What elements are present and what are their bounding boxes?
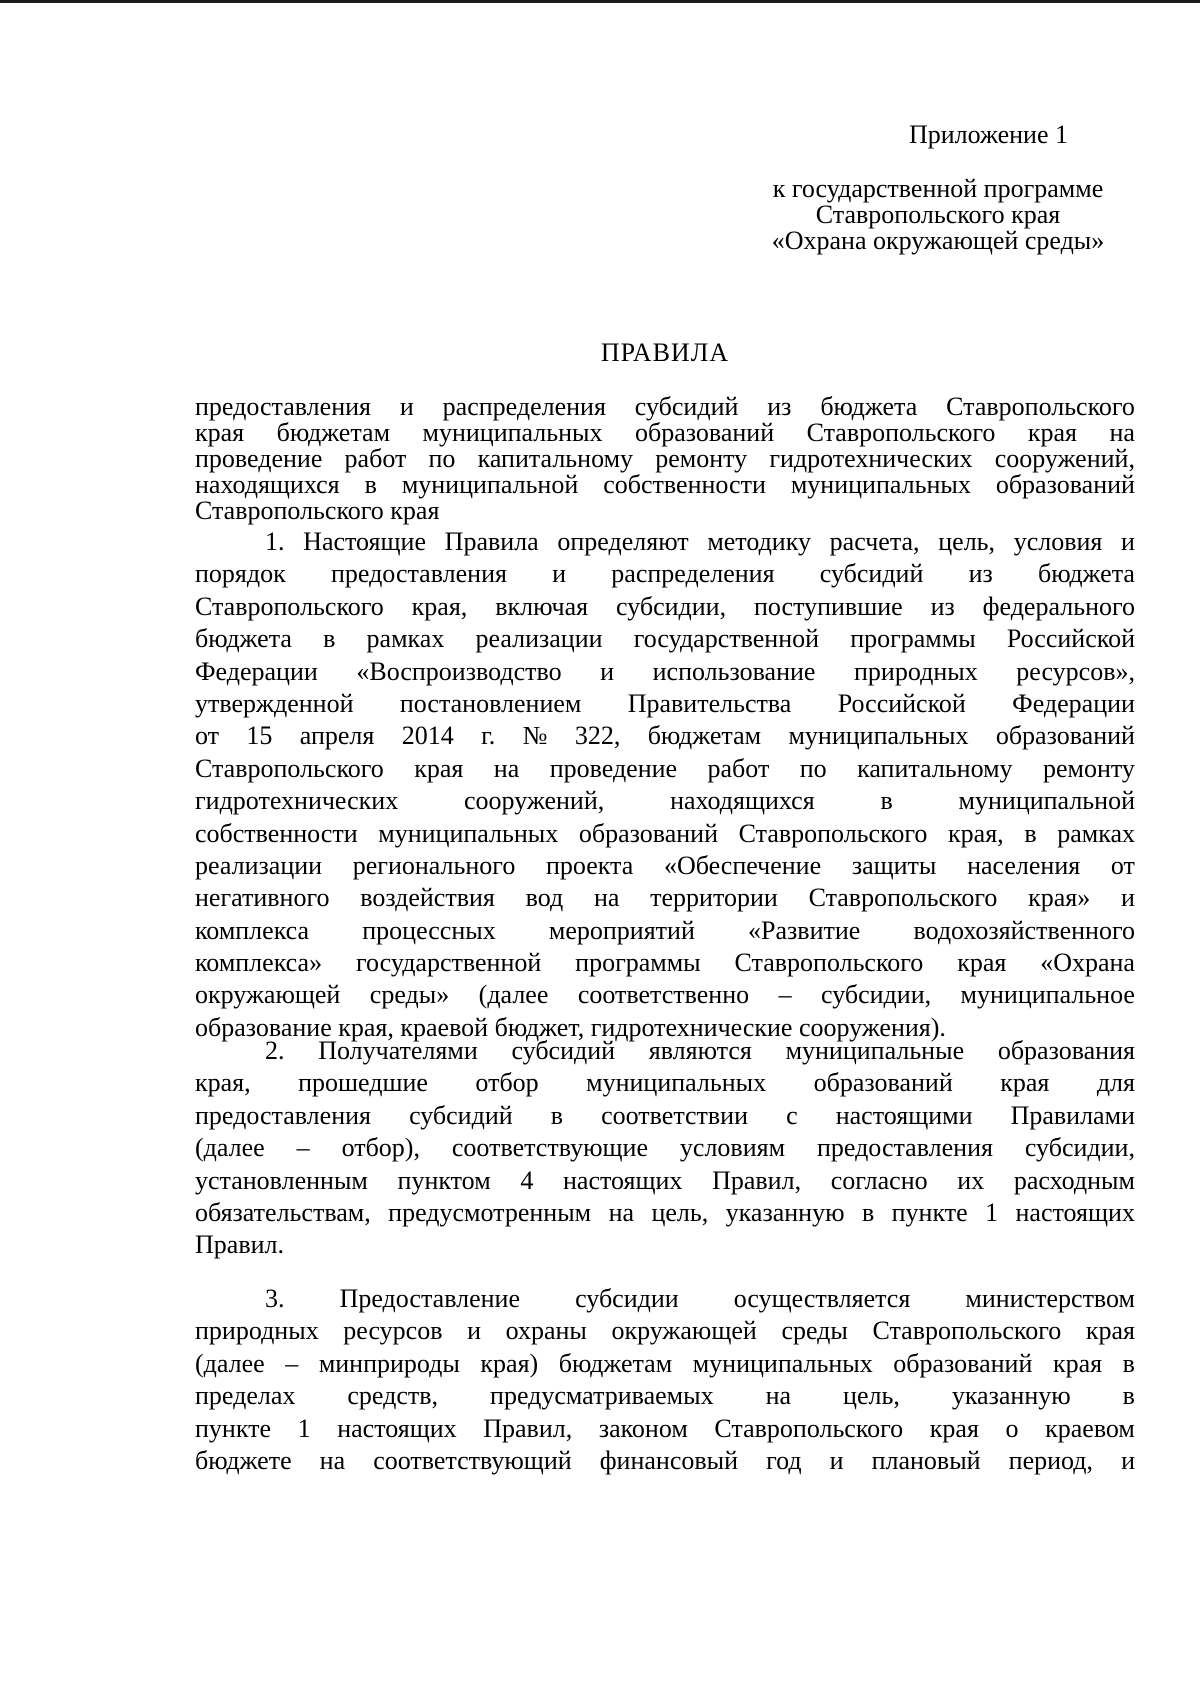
text-line: установленным пунктом 4 настоящих Правил, согласно их расходным (195, 1165, 1135, 1195)
text-line: комплекса» государственной программы Ставропольского края «Охрана (195, 948, 1135, 978)
text-line: негативного воздействия вод на территории Ставропольского края» и (195, 883, 1135, 913)
text-line: Федерации «Воспроизводство и использование природных ресурсов», (195, 656, 1135, 686)
text-line: Ставропольского края на проведение работ по капитальному ремонту (195, 753, 1135, 783)
document-subtitle (195, 394, 1135, 524)
text-line: 1. Настоящие Правила определяют методику расчета, цель, условия и (265, 527, 1135, 556)
text-line: комплекса процессных мероприятий «Развитие водохозяйственного (195, 915, 1135, 945)
document-heading: ПРАВИЛА (600, 338, 730, 367)
text-line: природных ресурсов и охраны окружающей среды Ставропольского края (195, 1316, 1135, 1346)
text-line: реализации регионального проекта «Обеспечение защиты населения от (195, 850, 1135, 880)
text-line: (далее – минприроды края) бюджетам муниципальных образований края в (195, 1348, 1135, 1378)
text-line: пределах средств, предусматриваемых на цель, указанную в (195, 1381, 1135, 1411)
text-line: порядок предоставления и распределения субсидий из бюджета (195, 559, 1135, 589)
appendix-title: Приложение 1 (908, 120, 1068, 149)
text-line: предоставления и распределения субсидий из бюджета Ставропольского (195, 392, 1135, 421)
text-line: Правил. (195, 1230, 284, 1260)
text-line: Ставропольского края (195, 496, 440, 525)
appendix-line-2: Ставропольского края (815, 200, 1061, 229)
appendix-line-1: к государственной программе (772, 174, 1104, 203)
text-line: окружающей среды» (далее соответственно – субсидии, муниципальное (195, 980, 1135, 1010)
paragraph-2 (195, 1035, 1135, 1262)
text-line: гидротехнических сооружений, находящихся в муниципальной (195, 786, 1135, 816)
text-line: 2. Получателями субсидий являются муниципальные образования (265, 1036, 1135, 1065)
text-line: пункте 1 настоящих Правил, законом Ставропольского края о краевом (195, 1413, 1135, 1443)
text-line: от 15 апреля 2014 г. № 322, бюджетам муниципальных образований (195, 721, 1135, 751)
text-line: утвержденной постановлением Правительства Российской Федерации (195, 688, 1135, 718)
top-border-line (0, 0, 1200, 3)
text-line: предоставления субсидий в соответствии с настоящими Правилами (195, 1100, 1135, 1130)
text-line: обязательствам, предусмотренным на цель, указанную в пункте 1 настоящих (195, 1197, 1135, 1227)
text-line: образование края, краевой бюджет, гидротехнические сооружения). (195, 1012, 946, 1042)
text-line: бюджете на соответствующий финансовый год и плановый период, и (195, 1445, 1135, 1475)
appendix-line-3: «Охрана окружающей среды» (771, 226, 1105, 255)
appendix-header (748, 122, 1128, 254)
text-line: собственности муниципальных образований Ставропольского края, в рамках (195, 818, 1135, 848)
text-line: проведение работ по капитальному ремонту гидротехнических сооружений, (195, 444, 1135, 473)
text-line: края бюджетам муниципальных образований Ставропольского края на (195, 418, 1135, 447)
text-line: бюджета в рамках реализации государственной программы Российской (195, 624, 1135, 654)
paragraph-3 (195, 1283, 1135, 1477)
text-line: (далее – отбор), соответствующие условиям предоставления субсидии, (195, 1133, 1135, 1163)
text-line: 3. Предоставление субсидии осуществляется министерством (265, 1284, 1135, 1313)
paragraph-1 (195, 526, 1135, 1044)
text-line: Ставропольского края, включая субсидии, поступившие из федерального (195, 591, 1135, 621)
text-line: находящихся в муниципальной собственности муниципальных образований (195, 470, 1135, 499)
text-line: края, прошедшие отбор муниципальных образований края для (195, 1068, 1135, 1098)
